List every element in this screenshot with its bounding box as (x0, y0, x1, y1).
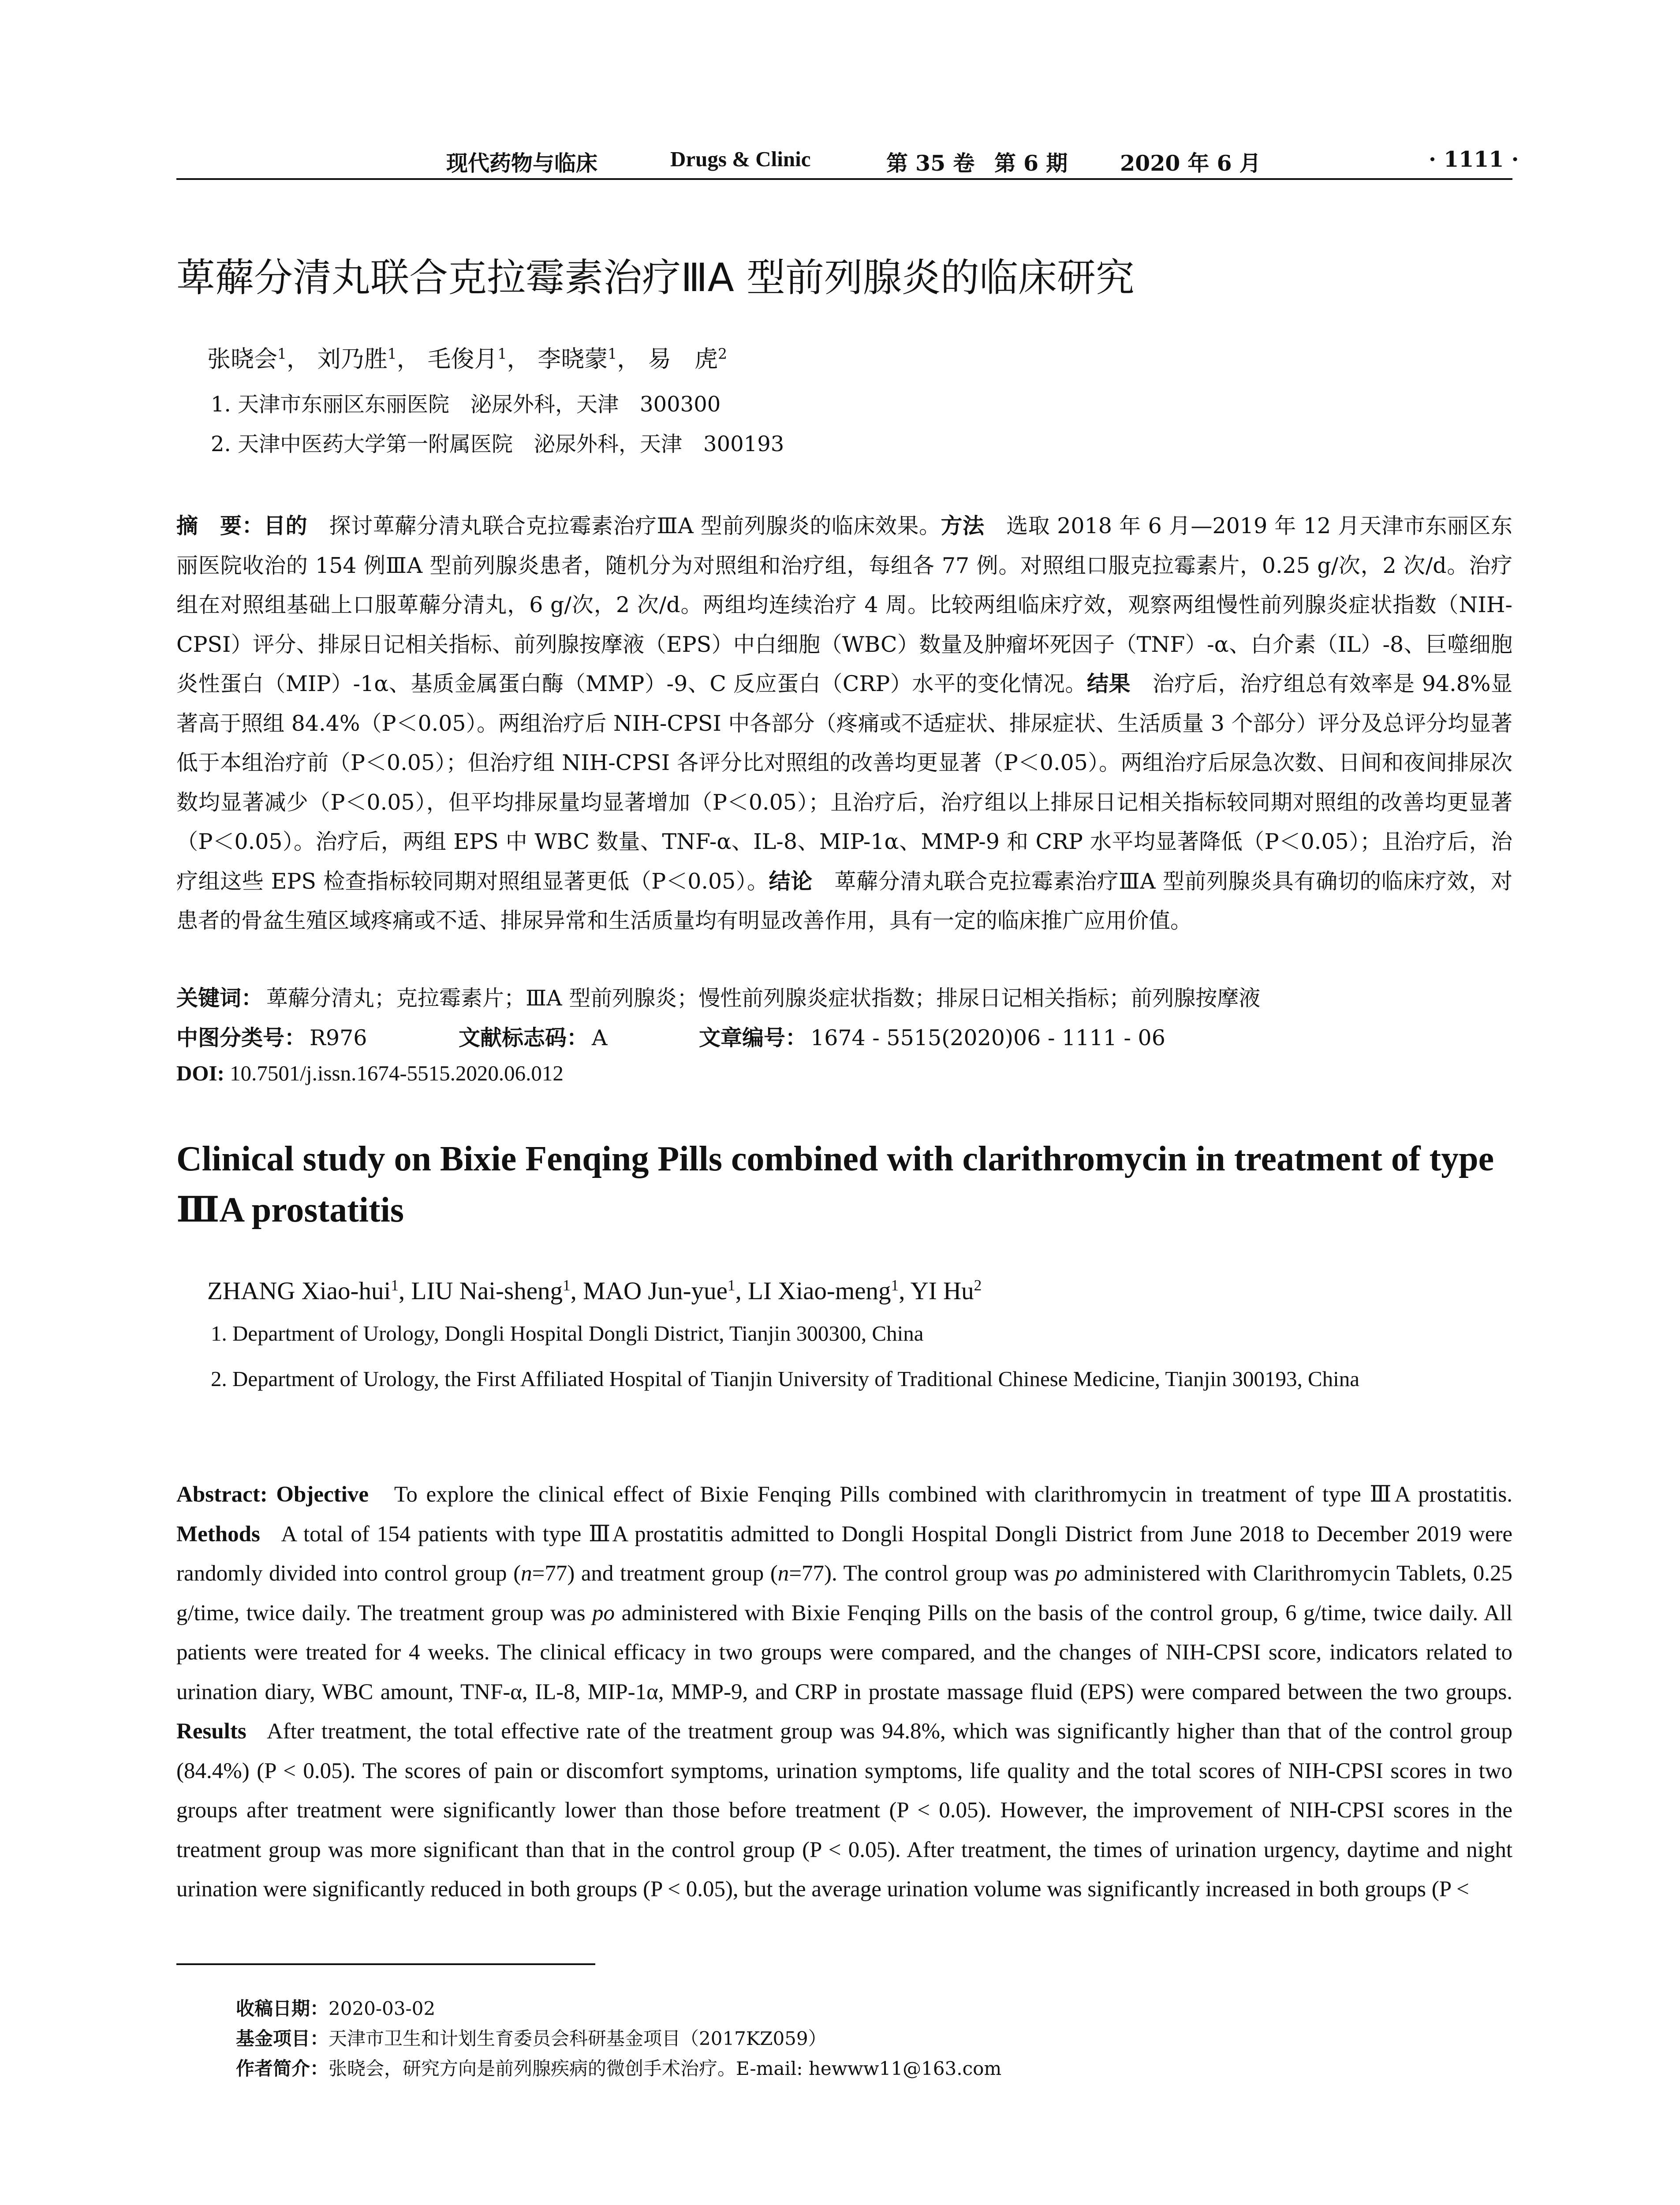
author-aff-marker: 1 (608, 345, 617, 363)
abstract-en (176, 1475, 1512, 1910)
affiliation-cn-2: 2. 天津中医药大学第一附属医院 泌尿外科，天津 300193 (211, 432, 784, 456)
methods-text-en: A total of 154 patients with type ⅢA prostatitis admitted to Dongli Hospital Dongli District from June 2018 to December 2019 were randomly divided into control group ( (176, 1521, 1512, 1586)
running-header (176, 140, 1519, 180)
methods-text-en: =77) and treatment group ( (532, 1561, 778, 1586)
author-name: MAO Jun-yue (583, 1277, 728, 1305)
results-label: 结果 (1086, 671, 1131, 696)
author-list-en: ZHANG Xiao-hui$^1$, LIU Nai-sheng$^1$, MAO Jun-yue$^1$, LI Xiao-meng$^1$, YI Hu$^2$ (207, 1277, 982, 1305)
keywords-text: 萆薢分清丸；克拉霉素片；ⅢA 型前列腺炎；慢性前列腺炎症状指数；排尿日记相关指标；前列腺按摩液 (266, 986, 1261, 1011)
conclusion-label: 结论 (769, 868, 813, 894)
doc-code-value: A (592, 1025, 608, 1050)
n-symbol: n (521, 1561, 532, 1586)
abstract-cn (176, 506, 1512, 941)
objective-label-en: Objective (276, 1482, 369, 1507)
n-symbol: n (777, 1561, 789, 1586)
footnote-author-bio (236, 2054, 1001, 2081)
author-aff-marker: 1 (391, 1277, 399, 1294)
methods-label: 方法 (941, 513, 985, 538)
doc-code-field (459, 1021, 607, 1052)
author-name: 毛俊月 (427, 346, 498, 373)
objective-text-en: To explore the clinical effect of Bixie Fenqing Pills combined with clarithromycin in treatment of type ⅢA prostatitis. (394, 1482, 1512, 1507)
methods-text: 选取 2018 年 6 月—2019 年 12 月天津市东丽区东丽医院收治的 154 例ⅢA 型前列腺炎患者，随机分为对照组和治疗组，每组各 77 例。对照组口服克拉霉素片，0.25 g/次，2 次/d。治疗组在对照组基础上口服萆薢分清丸，6 g/次，2 次/d。两组均连续治疗 4 周。比较两组临床疗效，观察两组慢性前列腺炎症状指数（NIH-CPSI）评分、排尿日记相关指标、前列腺按摩液（EPS）中白细胞（WBC）数量及肿瘤坏死因子（TNF）-α、白介素（IL）-8、巨噬细胞炎性蛋白（MIP）-1α、基质金属蛋白酶（MMP）-9、C 反应蛋白（CRP）水平的变化情况。 (176, 513, 1512, 696)
po-symbol: po (592, 1600, 615, 1626)
objective-text: 探讨萆薢分清丸联合克拉霉素治疗ⅢA 型前列腺炎的临床效果。 (329, 513, 941, 538)
clc-value: R976 (310, 1025, 367, 1050)
author-aff-marker: 1 (891, 1277, 899, 1294)
results-text-en: After treatment, the total effective rate of the treatment group was 94.8%, which was significantly higher than that of the control group (84.4%) (P < 0.05). The scores of pain or discomfort symptoms, urination symptoms, life quality and the total scores of NIH-CPSI scores in two groups after treatment were significantly lower than those before treatment (P < 0.05). However, the improvement of NIH-CPSI scores in the treatment group was more significant than that in the control group (P < 0.05). After treatment, the times of urination urgency, daytime and night urination were significantly reduced in both groups (P < 0.05), but the average urination volume was significantly increased in both groups (P < (176, 1719, 1512, 1902)
author-name: YI Hu (910, 1277, 974, 1305)
footnote-label: 作者简介： (236, 2058, 329, 2079)
clc-field (176, 1021, 367, 1052)
abstract-label: 摘 要： (176, 513, 264, 538)
journal-name-en: Drugs & Clinic (670, 147, 811, 171)
affiliation-cn-1: 1. 天津市东丽区东丽医院 泌尿外科，天津 300300 (211, 392, 721, 417)
author-name: 刘乃胜 (317, 346, 388, 373)
methods-label-en: Methods (176, 1521, 260, 1547)
article-title-cn: 萆薢分清丸联合克拉霉素治疗ⅢA 型前列腺炎的临床研究 (176, 255, 1135, 300)
footnote-text: 2020-03-02 (329, 1998, 436, 2019)
author-aff-marker: 1 (497, 345, 507, 363)
po-symbol: po (1055, 1561, 1078, 1586)
results-label-en: Results (176, 1719, 246, 1744)
author-aff-marker: 1 (387, 345, 397, 363)
doi-line (176, 1061, 564, 1086)
article-title-en: Clinical study on Bixie Fenqing Pills combined with clarithromycin in treatment of type ⅢA prostatitis (176, 1140, 1494, 1230)
footnote-label: 基金项目： (236, 2028, 329, 2049)
author-name: LI Xiao-meng (748, 1277, 891, 1305)
author-name: 易 虎 (648, 346, 718, 373)
author-name: LIU Nai-sheng (411, 1277, 563, 1305)
objective-label: 目的 (264, 513, 308, 538)
methods-text-en: administered with Clarithromycin Tablets, 0.25 g/time, twice daily. The treatment group was (176, 1561, 1512, 1626)
affiliation-en-1: 1. Department of Urology, Dongli Hospital Dongli District, Tianjin 300300, China (211, 1321, 924, 1345)
page-number: · 1111 · (1429, 146, 1519, 172)
results-text: 治疗后，治疗组总有效率是 94.8%显著高于照组 84.4%（P＜0.05）。两组治疗后 NIH-CPSI 中各部分（疼痛或不适症状、排尿症状、生活质量 3 个部分）评分及总评分均显著低于本组治疗前（P＜0.05）；但治疗组 NIH-CPSI 各评分比对照组的改善均更显著（P＜0.05）。两组治疗后尿急次数、日间和夜间排尿次数均显著减少（P＜0.05），但平均排尿量均显著增加（P＜0.05）；且治疗后，治疗组以上排尿日记相关指标较同期对照组的改善均更显著（P＜0.05）。治疗后，两组 EPS 中 WBC 数量、TNF-α、IL-8、MIP-1α、MMP-9 和 CRP 水平均显著降低（P＜0.05）；且治疗后，治疗组这些 EPS 检查指标较同期对照组显著更低（P＜0.05）。 (176, 671, 1512, 894)
issue: 第 6 期 (994, 150, 1068, 176)
author-aff-marker: 1 (563, 1277, 571, 1294)
article-no-label: 文章编号： (699, 1025, 807, 1050)
footnote-text: 天津市卫生和计划生育委员会科研基金项目（2017KZ059） (329, 2028, 827, 2049)
footnote-funding (236, 2024, 827, 2051)
article-no-field (699, 1021, 1165, 1052)
doi-label: DOI: (176, 1061, 224, 1085)
author-name: ZHANG Xiao-hui (207, 1277, 391, 1305)
author-aff-marker: 2 (974, 1277, 982, 1294)
footnote-received (236, 1994, 435, 2021)
keywords-cn (176, 981, 1260, 1012)
clc-label: 中图分类号： (176, 1025, 306, 1050)
doi-value[interactable]: 10.7501/j.issn.1674-5515.2020.06.012 (230, 1061, 564, 1085)
methods-text-en: =77). The control group was (789, 1561, 1055, 1586)
footnote-label: 收稿日期： (236, 1998, 329, 2019)
conclusion-text: 萆薢分清丸联合克拉霉素治疗ⅢA 型前列腺炎具有确切的临床疗效，对患者的骨盆生殖区域疼痛或不适、排尿异常和生活质量均有明显改善作用，具有一定的临床推广应用价值。 (176, 868, 1512, 933)
author-aff-marker: 1 (727, 1277, 735, 1294)
pub-date: 2020 年 6 月 (1120, 150, 1261, 176)
author-aff-marker: 2 (718, 345, 727, 363)
author-name: 张晓会 (207, 346, 277, 373)
journal-name-cn: 现代药物与临床 (446, 150, 598, 176)
volume: 第 35 卷 (886, 150, 975, 176)
doc-code-label: 文献标志码： (459, 1025, 589, 1050)
author-list-cn: 张晓会$^1$， 刘乃胜$^1$， 毛俊月$^1$， 李晓蒙$^1$， 易 虎$^2$ (207, 345, 727, 373)
article-no-value: 1674 - 5515(2020)06 - 1111 - 06 (810, 1025, 1165, 1050)
abstract-label-en: Abstract: (176, 1482, 268, 1507)
footnote-text: 张晓会，研究方向是前列腺疾病的微创手术治疗。E-mail: hewww11@163.com (329, 2058, 1002, 2079)
affiliation-en-2: 2. Department of Urology, the First Affiliated Hospital of Tianjin University of Traditional Chinese Medicine, Tianjin 300193, China (211, 1367, 1360, 1391)
author-aff-marker: 1 (277, 345, 287, 363)
author-name: 李晓蒙 (538, 346, 608, 373)
keywords-label: 关键词： (176, 986, 263, 1011)
methods-text-en: administered with Bixie Fenqing Pills on the basis of the control group, 6 g/time, twice daily. All patients were treated for 4 weeks. The clinical efficacy in two groups were compared, and the changes of NIH-CPSI score, indicators related to urination diary, WBC amount, TNF-α, IL-8, MIP-1α, MMP-9, and CRP in prostate massage fluid (EPS) were compared between the two groups. (176, 1600, 1513, 1704)
footnote-divider (176, 1963, 595, 1965)
